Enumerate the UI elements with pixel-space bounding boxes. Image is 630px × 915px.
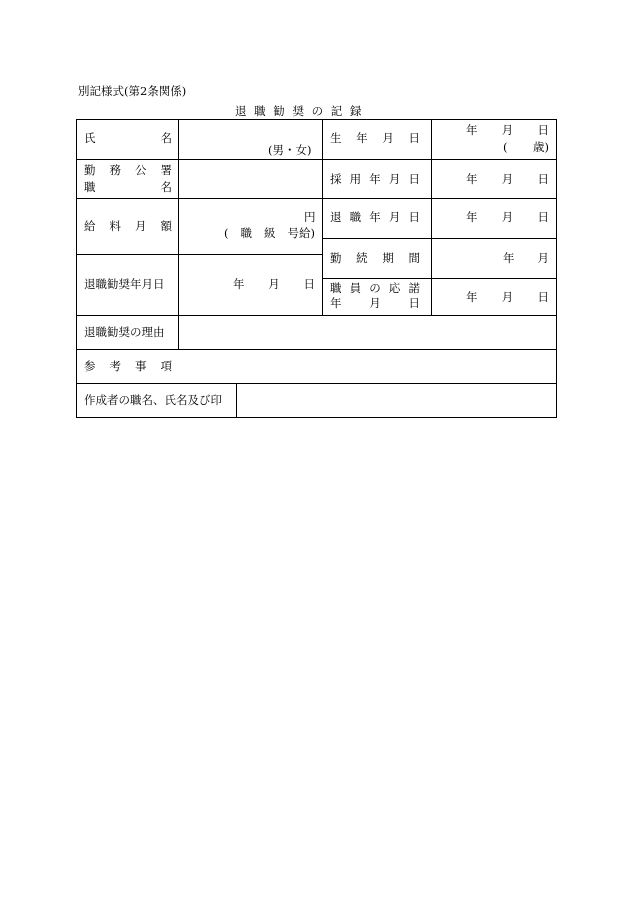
acceptance-label-top: 職 員 の 応 諾 bbox=[330, 281, 420, 295]
acceptance-date-value: 年 月 日 bbox=[466, 290, 549, 304]
salary-yen: 円 bbox=[304, 210, 316, 224]
service-period-value: 年 月 bbox=[503, 251, 549, 265]
retire-date-label: 退 職 年 月 日 bbox=[330, 210, 420, 224]
birth-date-label: 生 年 月 日 bbox=[330, 131, 420, 145]
name-label: 氏 名 bbox=[84, 131, 172, 145]
acceptance-label-bottom: 年 月 日 bbox=[330, 296, 420, 310]
birth-date-value: 年 月 日 bbox=[466, 123, 549, 137]
remarks-field[interactable] bbox=[179, 350, 555, 382]
sex-option: (男・女) bbox=[268, 143, 312, 157]
author-field[interactable] bbox=[237, 384, 555, 416]
form-title: 退 職 勧 奨 の 記 録 bbox=[235, 104, 364, 118]
recommend-date-field[interactable] bbox=[179, 255, 321, 314]
table-line-row4 bbox=[322, 278, 557, 279]
hired-date-label: 採 用 年 月 日 bbox=[330, 172, 420, 186]
hired-date-value: 年 月 日 bbox=[466, 172, 549, 186]
reason-field[interactable] bbox=[179, 316, 555, 348]
remarks-label: 参 考 事 項 bbox=[84, 359, 172, 373]
name-field[interactable] bbox=[179, 120, 321, 158]
recommend-date-value: 年 月 日 bbox=[233, 277, 315, 291]
table-line-left bbox=[76, 119, 77, 418]
table-line-col2 bbox=[322, 119, 323, 315]
office-label-top: 勤 務 公 署 bbox=[84, 163, 172, 177]
table-line-row3b bbox=[322, 238, 557, 239]
recommend-date-label: 退職勧奨年月日 bbox=[84, 277, 165, 291]
office-label-bottom: 職 名 bbox=[84, 180, 172, 194]
retire-date-value: 年 月 日 bbox=[466, 210, 549, 224]
reason-label: 退職勧奨の理由 bbox=[84, 325, 165, 339]
table-line-right bbox=[556, 119, 557, 418]
age-value: ( 歳) bbox=[503, 140, 549, 154]
service-period-label: 勤 続 期 間 bbox=[330, 251, 420, 265]
salary-field[interactable] bbox=[179, 199, 321, 253]
annex-label: 別記様式(第2条関係) bbox=[78, 84, 187, 98]
salary-label: 給 料 月 額 bbox=[84, 219, 172, 233]
office-field[interactable] bbox=[179, 160, 321, 197]
table-line-bottom bbox=[76, 417, 557, 418]
author-label: 作成者の職名、氏名及び印 bbox=[84, 393, 222, 407]
salary-grade: ( 職 級 号給) bbox=[224, 226, 315, 240]
table-line-col3 bbox=[431, 119, 432, 315]
